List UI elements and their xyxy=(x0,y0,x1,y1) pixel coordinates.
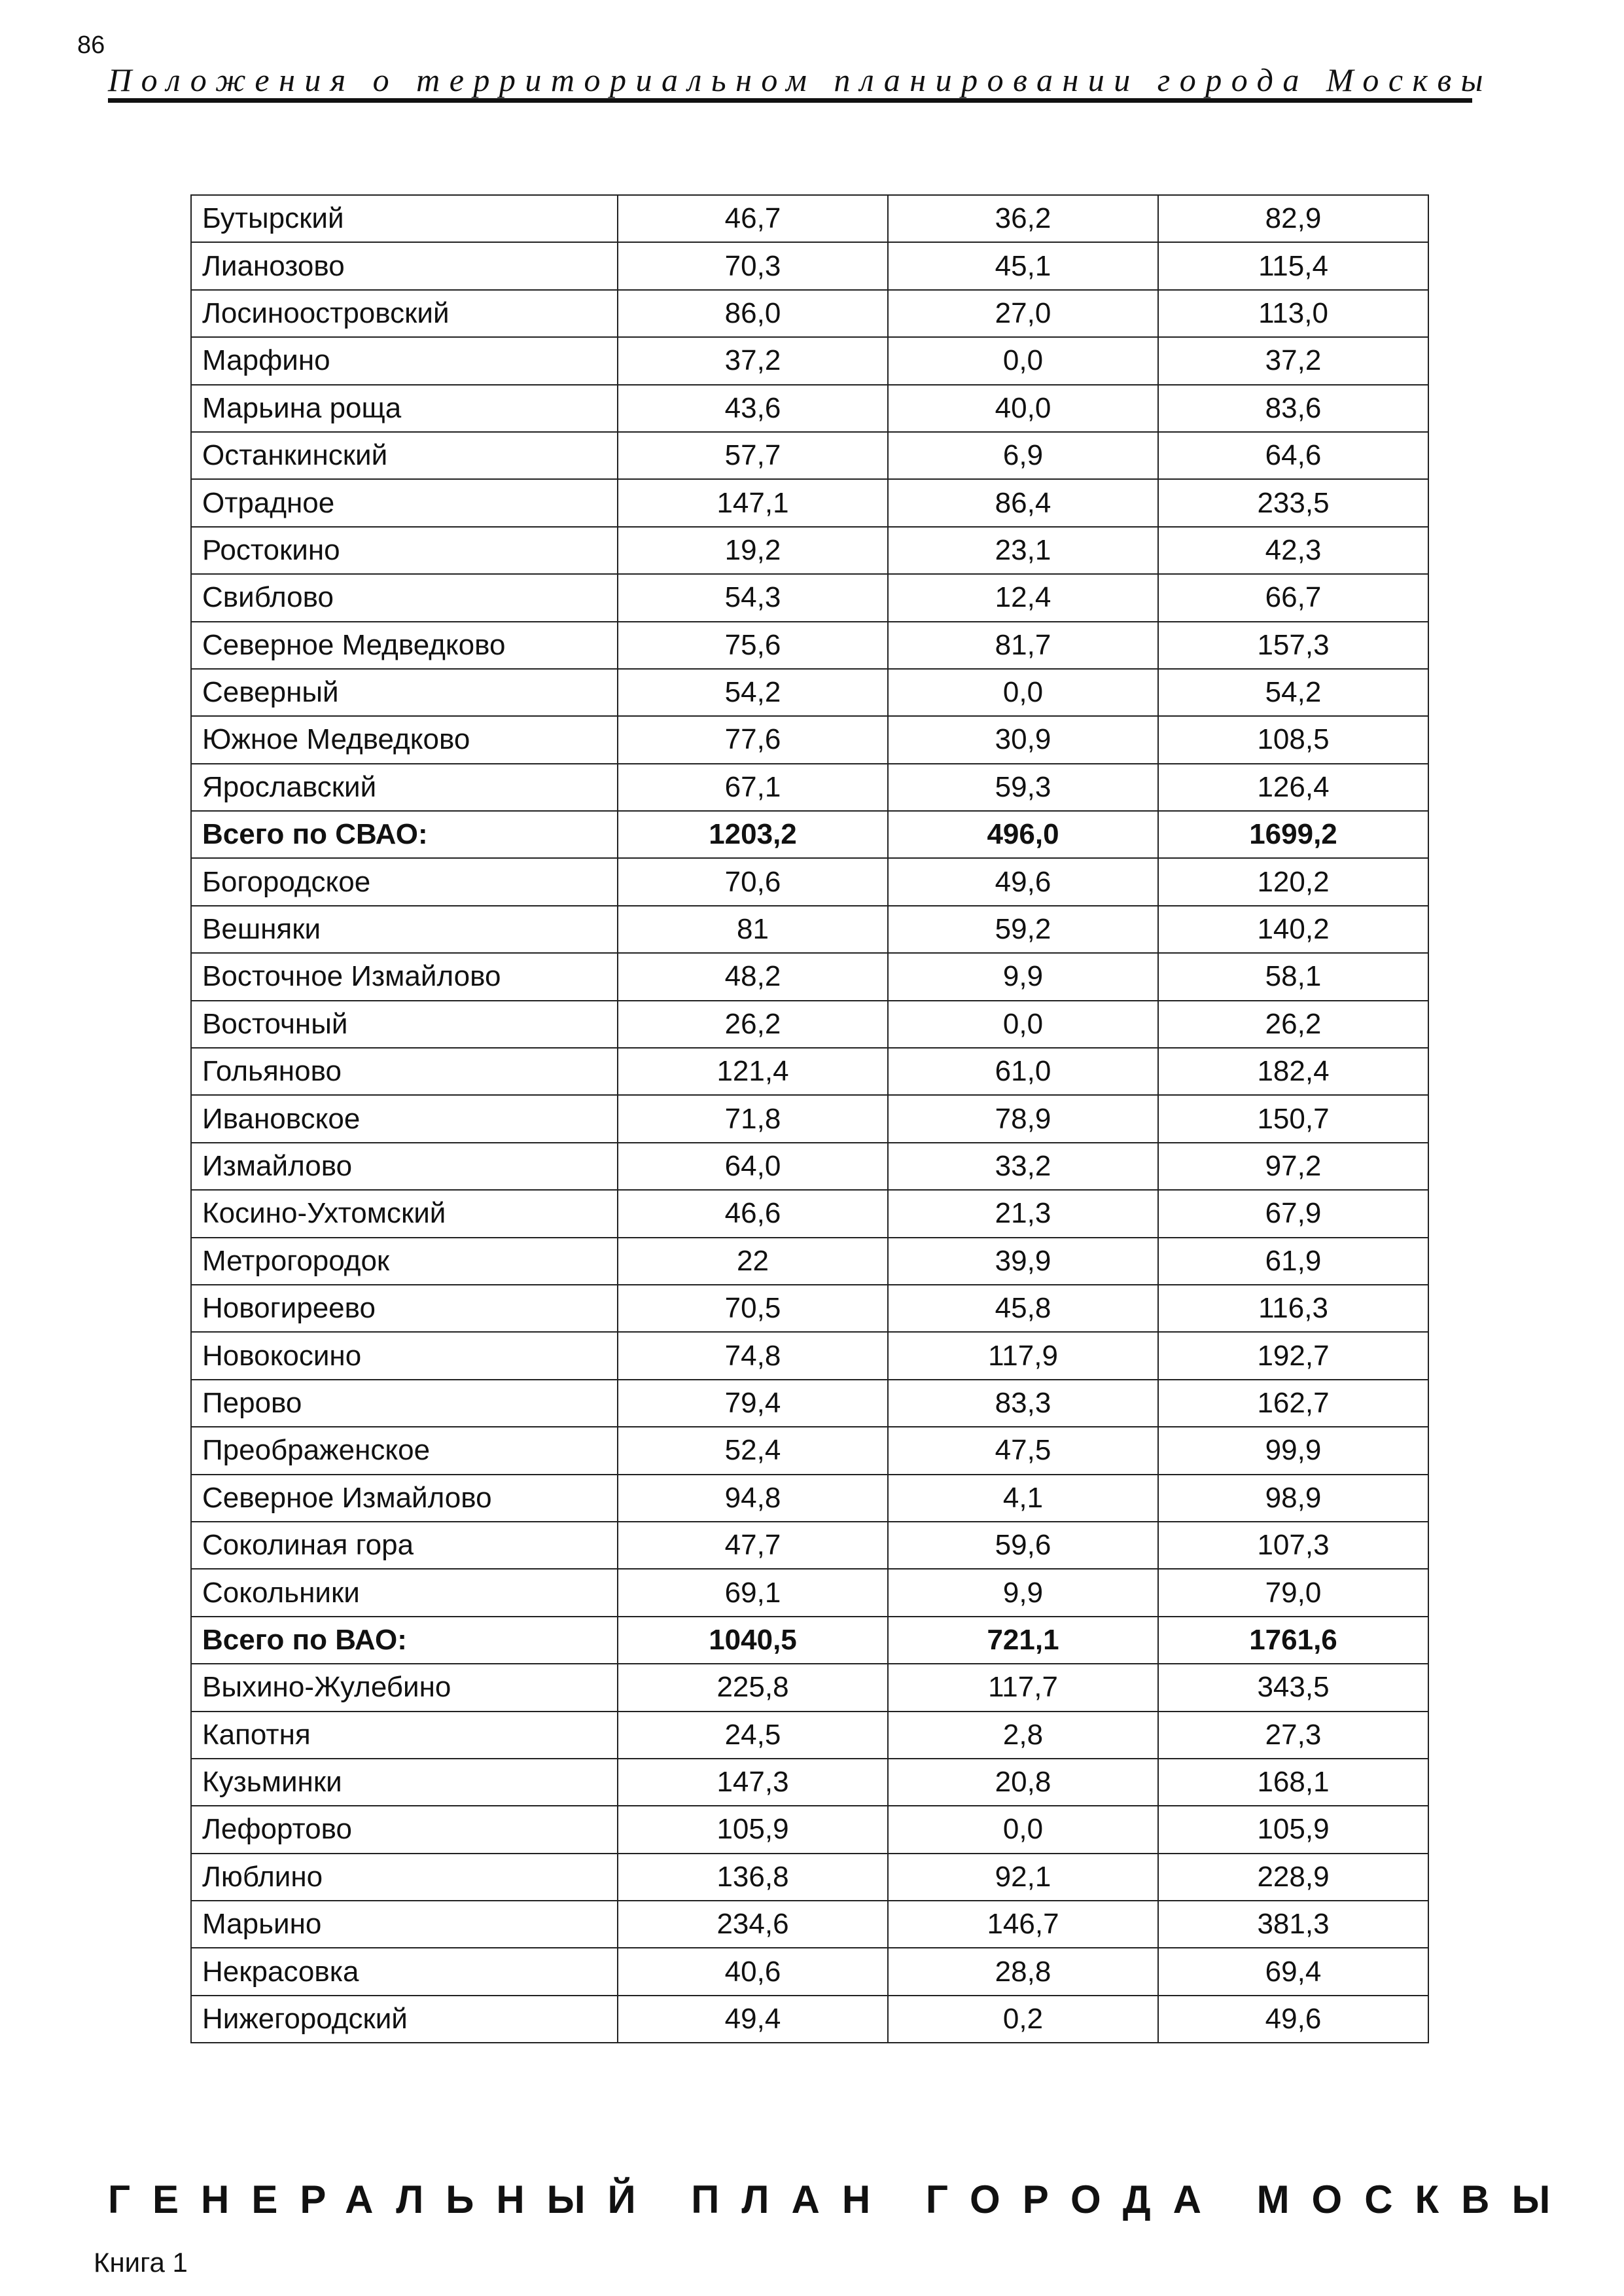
value-cell-col2: 0,0 xyxy=(888,337,1158,384)
table-row xyxy=(191,337,1428,384)
value-cell-col1: 69,1 xyxy=(618,1569,888,1616)
value-cell-total: 27,3 xyxy=(1158,1712,1428,1759)
value-cell-total: 61,9 xyxy=(1158,1238,1428,1285)
district-name-cell: Восточное Измайлово xyxy=(191,953,618,1000)
value-cell-col2: 49,6 xyxy=(888,858,1158,905)
district-name-cell: Метрогородок xyxy=(191,1238,618,1285)
value-cell-total: 120,2 xyxy=(1158,858,1428,905)
district-name-cell: Всего по ВАО: xyxy=(191,1617,618,1664)
value-cell-total: 98,9 xyxy=(1158,1475,1428,1522)
table-row xyxy=(191,1190,1428,1237)
value-cell-col1: 46,7 xyxy=(618,195,888,242)
table-row xyxy=(191,1996,1428,2043)
value-cell-total: 233,5 xyxy=(1158,479,1428,526)
value-cell-col1: 71,8 xyxy=(618,1095,888,1142)
table-body xyxy=(191,195,1428,2043)
value-cell-col2: 28,8 xyxy=(888,1948,1158,1995)
value-cell-col2: 0,0 xyxy=(888,669,1158,716)
value-cell-col2: 20,8 xyxy=(888,1759,1158,1806)
table-row xyxy=(191,1238,1428,1285)
value-cell-col2: 30,9 xyxy=(888,716,1158,763)
value-cell-col1: 1203,2 xyxy=(618,811,888,858)
value-cell-total: 1761,6 xyxy=(1158,1617,1428,1664)
district-name-cell: Некрасовка xyxy=(191,1948,618,1995)
value-cell-col2: 33,2 xyxy=(888,1143,1158,1190)
value-cell-col1: 19,2 xyxy=(618,527,888,574)
value-cell-col1: 225,8 xyxy=(618,1664,888,1711)
value-cell-col2: 92,1 xyxy=(888,1854,1158,1901)
running-header: Положения о территориальном планировании города Москвы xyxy=(108,62,1493,98)
district-name-cell: Косино-Ухтомский xyxy=(191,1190,618,1237)
district-name-cell: Соколиная гора xyxy=(191,1522,618,1569)
value-cell-col2: 0,2 xyxy=(888,1996,1158,2043)
table-row xyxy=(191,290,1428,337)
value-cell-col1: 94,8 xyxy=(618,1475,888,1522)
value-cell-col2: 9,9 xyxy=(888,953,1158,1000)
table-row xyxy=(191,1143,1428,1190)
book-label: Книга 1 xyxy=(94,2247,188,2278)
table-row xyxy=(191,1095,1428,1142)
value-cell-total: 168,1 xyxy=(1158,1759,1428,1806)
value-cell-col1: 136,8 xyxy=(618,1854,888,1901)
value-cell-col2: 59,3 xyxy=(888,764,1158,811)
value-cell-total: 116,3 xyxy=(1158,1285,1428,1332)
value-cell-col2: 0,0 xyxy=(888,1806,1158,1853)
value-cell-col2: 36,2 xyxy=(888,195,1158,242)
value-cell-col2: 59,6 xyxy=(888,1522,1158,1569)
table-row xyxy=(191,858,1428,905)
value-cell-total: 54,2 xyxy=(1158,669,1428,716)
district-name-cell: Восточный xyxy=(191,1001,618,1048)
table-row xyxy=(191,1759,1428,1806)
value-cell-col2: 78,9 xyxy=(888,1095,1158,1142)
value-cell-total: 343,5 xyxy=(1158,1664,1428,1711)
value-cell-col1: 49,4 xyxy=(618,1996,888,2043)
district-name-cell: Лианозово xyxy=(191,242,618,289)
value-cell-col1: 75,6 xyxy=(618,622,888,669)
district-name-cell: Марьина роща xyxy=(191,385,618,432)
table-row xyxy=(191,1332,1428,1379)
value-cell-col2: 86,4 xyxy=(888,479,1158,526)
value-cell-col1: 74,8 xyxy=(618,1332,888,1379)
table-row xyxy=(191,1285,1428,1332)
table-row xyxy=(191,1664,1428,1711)
value-cell-total: 67,9 xyxy=(1158,1190,1428,1237)
value-cell-total: 107,3 xyxy=(1158,1522,1428,1569)
district-name-cell: Отрадное xyxy=(191,479,618,526)
district-name-cell: Выхино-Жулебино xyxy=(191,1664,618,1711)
value-cell-col1: 81 xyxy=(618,906,888,953)
table-row xyxy=(191,1854,1428,1901)
value-cell-total: 113,0 xyxy=(1158,290,1428,337)
value-cell-col2: 81,7 xyxy=(888,622,1158,669)
value-cell-total: 26,2 xyxy=(1158,1001,1428,1048)
district-name-cell: Марфино xyxy=(191,337,618,384)
value-cell-col2: 496,0 xyxy=(888,811,1158,858)
value-cell-total: 79,0 xyxy=(1158,1569,1428,1616)
value-cell-col1: 86,0 xyxy=(618,290,888,337)
district-name-cell: Кузьминки xyxy=(191,1759,618,1806)
value-cell-col1: 37,2 xyxy=(618,337,888,384)
value-cell-col1: 52,4 xyxy=(618,1427,888,1474)
value-cell-col2: 9,9 xyxy=(888,1569,1158,1616)
value-cell-total: 381,3 xyxy=(1158,1901,1428,1948)
table-row xyxy=(191,1712,1428,1759)
value-cell-col1: 121,4 xyxy=(618,1048,888,1095)
value-cell-total: 108,5 xyxy=(1158,716,1428,763)
value-cell-col1: 64,0 xyxy=(618,1143,888,1190)
district-name-cell: Преображенское xyxy=(191,1427,618,1474)
table-row xyxy=(191,622,1428,669)
value-cell-col2: 146,7 xyxy=(888,1901,1158,1948)
table-row xyxy=(191,479,1428,526)
value-cell-col1: 1040,5 xyxy=(618,1617,888,1664)
district-name-cell: Богородское xyxy=(191,858,618,905)
district-name-cell: Вешняки xyxy=(191,906,618,953)
table-row xyxy=(191,669,1428,716)
district-name-cell: Нижегородский xyxy=(191,1996,618,2043)
value-cell-total: 162,7 xyxy=(1158,1380,1428,1427)
value-cell-col2: 12,4 xyxy=(888,574,1158,621)
table-total-row xyxy=(191,811,1428,858)
district-name-cell: Перово xyxy=(191,1380,618,1427)
value-cell-col1: 67,1 xyxy=(618,764,888,811)
district-name-cell: Измайлово xyxy=(191,1143,618,1190)
footer-title: ГЕНЕРАЛЬНЫЙ ПЛАН ГОРОДА МОСКВЫ xyxy=(108,2178,1573,2221)
value-cell-col1: 147,1 xyxy=(618,479,888,526)
value-cell-col2: 27,0 xyxy=(888,290,1158,337)
value-cell-col2: 61,0 xyxy=(888,1048,1158,1095)
table-row xyxy=(191,953,1428,1000)
district-name-cell: Северное Медведково xyxy=(191,622,618,669)
value-cell-total: 192,7 xyxy=(1158,1332,1428,1379)
value-cell-col2: 45,8 xyxy=(888,1285,1158,1332)
table-row xyxy=(191,1380,1428,1427)
district-name-cell: Ростокино xyxy=(191,527,618,574)
table-row xyxy=(191,1948,1428,1995)
table-row xyxy=(191,1427,1428,1474)
district-name-cell: Ивановское xyxy=(191,1095,618,1142)
district-name-cell: Всего по СВАО: xyxy=(191,811,618,858)
value-cell-col2: 39,9 xyxy=(888,1238,1158,1285)
district-name-cell: Марьино xyxy=(191,1901,618,1948)
table-row xyxy=(191,906,1428,953)
value-cell-col1: 46,6 xyxy=(618,1190,888,1237)
value-cell-col2: 721,1 xyxy=(888,1617,1158,1664)
district-name-cell: Сокольники xyxy=(191,1569,618,1616)
value-cell-total: 58,1 xyxy=(1158,953,1428,1000)
value-cell-col1: 70,5 xyxy=(618,1285,888,1332)
value-cell-col2: 0,0 xyxy=(888,1001,1158,1048)
value-cell-col2: 21,3 xyxy=(888,1190,1158,1237)
district-name-cell: Люблино xyxy=(191,1854,618,1901)
value-cell-col2: 117,7 xyxy=(888,1664,1158,1711)
district-name-cell: Ярославский xyxy=(191,764,618,811)
value-cell-total: 97,2 xyxy=(1158,1143,1428,1190)
table-row xyxy=(191,1475,1428,1522)
district-name-cell: Гольяново xyxy=(191,1048,618,1095)
table-row xyxy=(191,1048,1428,1095)
value-cell-col1: 47,7 xyxy=(618,1522,888,1569)
header-rule xyxy=(108,98,1472,103)
value-cell-col1: 43,6 xyxy=(618,385,888,432)
value-cell-col1: 70,6 xyxy=(618,858,888,905)
value-cell-col1: 22 xyxy=(618,1238,888,1285)
value-cell-col1: 70,3 xyxy=(618,242,888,289)
table-row xyxy=(191,574,1428,621)
value-cell-col1: 79,4 xyxy=(618,1380,888,1427)
value-cell-col1: 105,9 xyxy=(618,1806,888,1853)
district-name-cell: Лефортово xyxy=(191,1806,618,1853)
value-cell-total: 182,4 xyxy=(1158,1048,1428,1095)
value-cell-total: 83,6 xyxy=(1158,385,1428,432)
table-row xyxy=(191,1569,1428,1616)
value-cell-col2: 6,9 xyxy=(888,432,1158,479)
value-cell-col2: 4,1 xyxy=(888,1475,1158,1522)
district-name-cell: Останкинский xyxy=(191,432,618,479)
table-row xyxy=(191,764,1428,811)
table-total-row xyxy=(191,1617,1428,1664)
district-name-cell: Южное Медведково xyxy=(191,716,618,763)
value-cell-col2: 59,2 xyxy=(888,906,1158,953)
district-table xyxy=(190,194,1429,2043)
page-number: 86 xyxy=(77,31,105,59)
value-cell-col2: 2,8 xyxy=(888,1712,1158,1759)
district-name-cell: Новокосино xyxy=(191,1332,618,1379)
value-cell-total: 66,7 xyxy=(1158,574,1428,621)
value-cell-col1: 40,6 xyxy=(618,1948,888,1995)
value-cell-total: 64,6 xyxy=(1158,432,1428,479)
table-row xyxy=(191,432,1428,479)
table-row xyxy=(191,385,1428,432)
district-name-cell: Лосиноостровский xyxy=(191,290,618,337)
value-cell-col1: 48,2 xyxy=(618,953,888,1000)
value-cell-col2: 45,1 xyxy=(888,242,1158,289)
table-row xyxy=(191,242,1428,289)
value-cell-col1: 54,3 xyxy=(618,574,888,621)
value-cell-col1: 147,3 xyxy=(618,1759,888,1806)
district-name-cell: Северное Измайлово xyxy=(191,1475,618,1522)
table-row xyxy=(191,1522,1428,1569)
value-cell-col1: 24,5 xyxy=(618,1712,888,1759)
district-name-cell: Свиблово xyxy=(191,574,618,621)
value-cell-total: 115,4 xyxy=(1158,242,1428,289)
value-cell-col2: 117,9 xyxy=(888,1332,1158,1379)
value-cell-total: 99,9 xyxy=(1158,1427,1428,1474)
value-cell-total: 150,7 xyxy=(1158,1095,1428,1142)
value-cell-col2: 47,5 xyxy=(888,1427,1158,1474)
value-cell-total: 157,3 xyxy=(1158,622,1428,669)
table-row xyxy=(191,527,1428,574)
value-cell-total: 37,2 xyxy=(1158,337,1428,384)
value-cell-col1: 26,2 xyxy=(618,1001,888,1048)
value-cell-total: 105,9 xyxy=(1158,1806,1428,1853)
district-name-cell: Бутырский xyxy=(191,195,618,242)
district-name-cell: Капотня xyxy=(191,1712,618,1759)
value-cell-col1: 54,2 xyxy=(618,669,888,716)
value-cell-total: 69,4 xyxy=(1158,1948,1428,1995)
table-row xyxy=(191,1901,1428,1948)
value-cell-total: 140,2 xyxy=(1158,906,1428,953)
value-cell-col1: 77,6 xyxy=(618,716,888,763)
table-row xyxy=(191,1806,1428,1853)
value-cell-col2: 40,0 xyxy=(888,385,1158,432)
value-cell-col1: 57,7 xyxy=(618,432,888,479)
value-cell-col2: 83,3 xyxy=(888,1380,1158,1427)
value-cell-total: 228,9 xyxy=(1158,1854,1428,1901)
value-cell-col2: 23,1 xyxy=(888,527,1158,574)
district-name-cell: Северный xyxy=(191,669,618,716)
value-cell-col1: 234,6 xyxy=(618,1901,888,1948)
value-cell-total: 82,9 xyxy=(1158,195,1428,242)
value-cell-total: 126,4 xyxy=(1158,764,1428,811)
value-cell-total: 49,6 xyxy=(1158,1996,1428,2043)
table-row xyxy=(191,716,1428,763)
table-row xyxy=(191,1001,1428,1048)
table-row xyxy=(191,195,1428,242)
value-cell-total: 42,3 xyxy=(1158,527,1428,574)
value-cell-total: 1699,2 xyxy=(1158,811,1428,858)
district-name-cell: Новогиреево xyxy=(191,1285,618,1332)
